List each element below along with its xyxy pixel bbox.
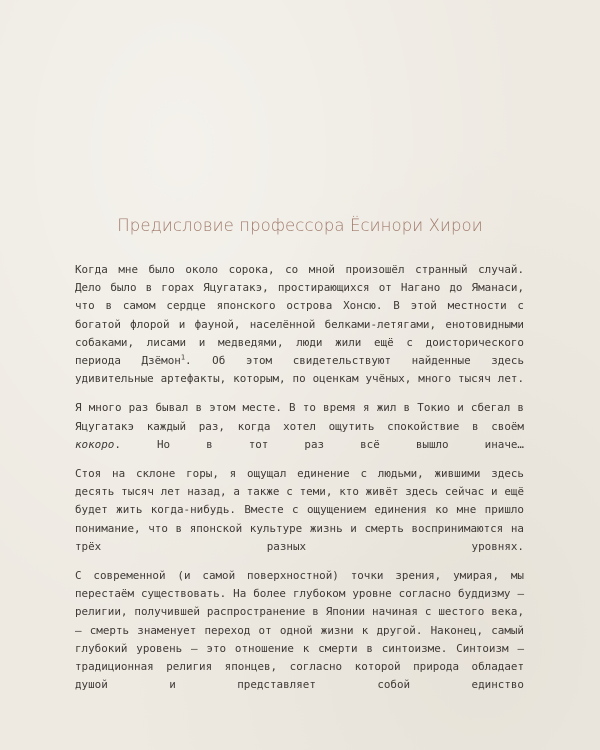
preface-heading: Предисловие профессора Ёсинори Хирои	[117, 216, 483, 235]
paragraph-1-text: Дело было в горах Яцугатакэ, простирающихся от Нагано до Яманаси, что в самом сердце японского острова Хонсю. В этой местности с богатой флорой и фауной, населённой белками-летягами, енотовидными собаками, лисами и медведями, люди жили ещё с доисторического периода Дзёмон	[75, 281, 524, 368]
kokoro-term: кокоро	[75, 437, 115, 451]
paragraph-1-lead: Когда мне было около сорока, со мной произошёл странный случай.	[75, 263, 524, 276]
paragraph-2	[75, 399, 524, 454]
paragraph-2-tail: . Но в тот раз всё вышло иначе…	[114, 437, 524, 451]
paragraph-3	[75, 465, 524, 556]
paragraph-1-tail: . Об этом свидетельствуют найденные здесь удивительные артефакты, которым, по оценкам учёных, много тысяч лет.	[75, 354, 525, 386]
paragraph-2-text: Я много раз бывал в этом месте. В то время я жил в Токио и сбегал в Яцугатакэ каждый раз, когда хотел ощутить спокойствие в своём	[75, 401, 524, 433]
footnote-marker[interactable]: 1	[180, 353, 186, 362]
paragraph-3-text: Стоя на склоне горы, я ощущал единение с людьми, жившими здесь десять тысяч лет назад, а также с теми, кто живёт здесь сейчас и ещё будет жить когда-нибудь. Вместе с ощущением единения ко мне пришло понимание, что в японской культуре жизнь и смерть воспринимаются на трёх разных уровнях.	[75, 467, 524, 553]
preface-body	[75, 261, 524, 705]
paragraph-4	[75, 567, 524, 694]
paragraph-1	[75, 261, 524, 388]
paragraph-4-text: С современной (и самой поверхностной) точки зрения, умирая, мы перестаём существовать. На более глубоком уровне согласно буддизму — религии, получившей распространение в Японии начиная с шестого века, — смерть знаменует переход от одной жизни к другой. Наконец, самый глубокий уровень — это отношение к смерти в синтоизме. Синтоизм — традиционная религия японцев, согласно которой природа обладает душой и представляет собой единство	[75, 569, 524, 692]
